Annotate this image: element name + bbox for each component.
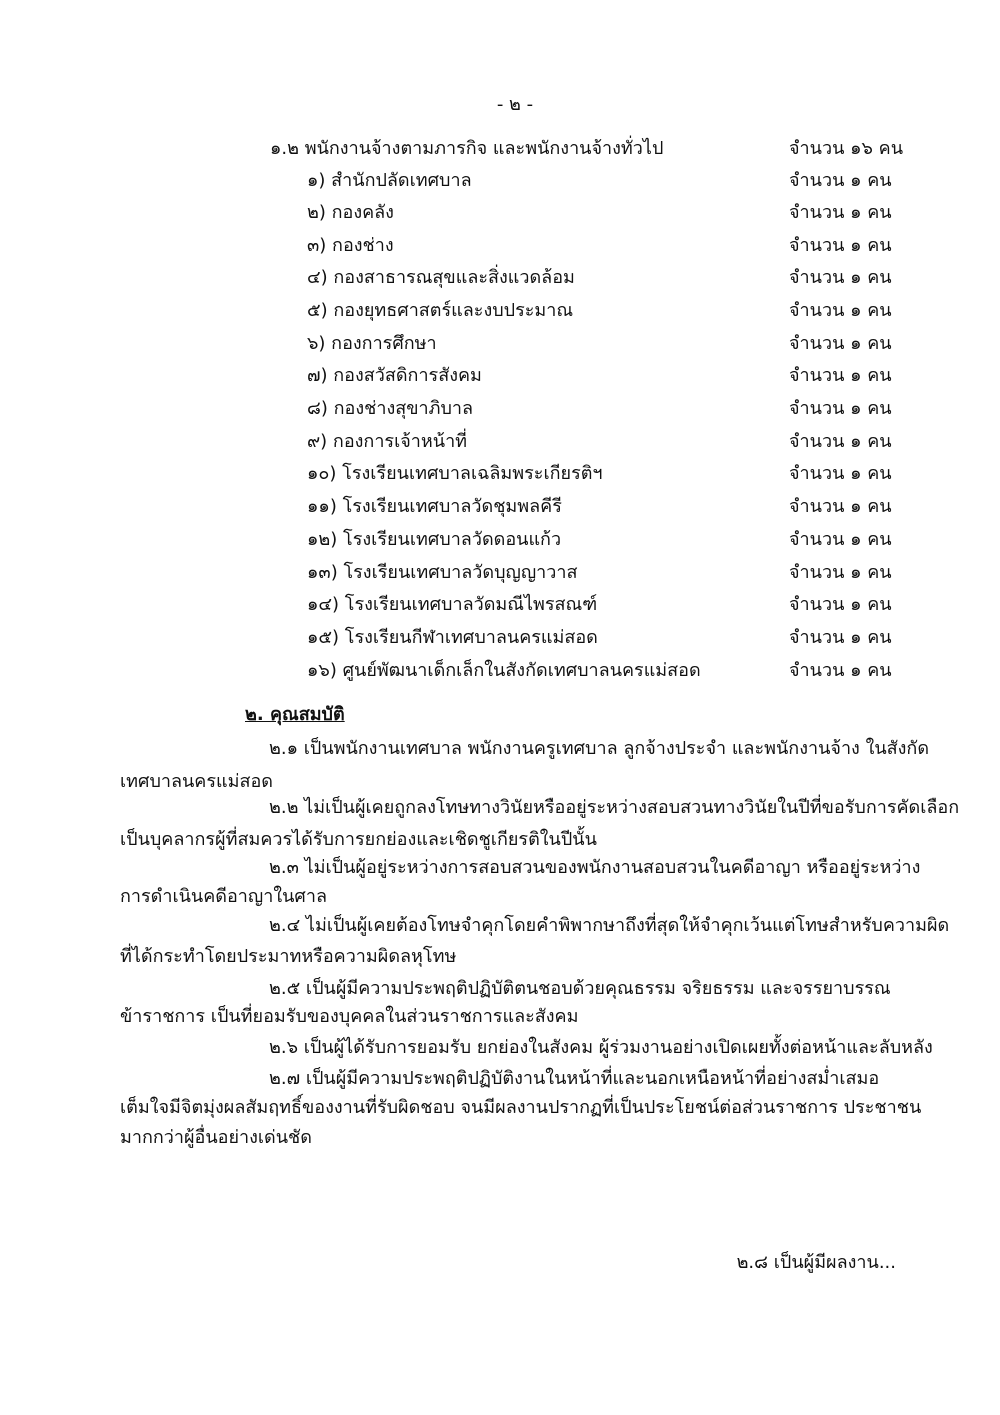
paragraph-line: เทศบาลนครแม่สอด: [120, 771, 273, 792]
list-item-label: ๗) กองสวัสดิการสังคม: [307, 365, 482, 386]
list-item-count: จำนวน ๑ คน: [789, 627, 892, 648]
paragraph-line: ๒.๒ ไม่เป็นผู้เคยถูกลงโทษทางวินัยหรืออยู่ระหว่างสอบสวนทางวินัยในปีที่ขอรับการคัดเลือก: [269, 797, 960, 818]
list-item-count: จำนวน ๑ คน: [789, 398, 892, 419]
list-item-count: จำนวน ๑ คน: [789, 235, 892, 256]
list-item-count: จำนวน ๑ คน: [789, 333, 892, 354]
list-item-count: จำนวน ๑ คน: [789, 202, 892, 223]
list-item-label: ๕) กองยุทธศาสตร์และงบประมาณ: [307, 300, 574, 321]
list-item-label: ๑๖) ศูนย์พัฒนาเด็กเล็กในสังกัดเทศบาลนครแม่สอด: [307, 660, 701, 681]
list-item-label: ๑๑) โรงเรียนเทศบาลวัดชุมพลคีรี: [307, 496, 562, 517]
paragraph-line: ๒.๗ เป็นผู้มีความประพฤติปฏิบัติงานในหน้าที่และนอกเหนือหน้าที่อย่างสม่ำเสมอ: [269, 1068, 880, 1089]
list-item-count: จำนวน ๑ คน: [789, 267, 892, 288]
list-item-count: จำนวน ๑ คน: [789, 562, 892, 583]
list-item-count: จำนวน ๑ คน: [789, 529, 892, 550]
list-item-label: ๖) กองการศึกษา: [307, 333, 437, 354]
list-item-count: จำนวน ๑ คน: [789, 300, 892, 321]
list-heading: ๑.๒ พนักงานจ้างตามภารกิจ และพนักงานจ้างทั่วไป: [270, 138, 664, 159]
paragraph-line: ๒.๕ เป็นผู้มีความประพฤติปฏิบัติตนชอบด้วยคุณธรรม จริยธรรม และจรรยาบรรณ: [269, 978, 891, 999]
list-item-label: ๘) กองช่างสุขาภิบาล: [307, 398, 474, 419]
list-item-count: จำนวน ๑ คน: [789, 496, 892, 517]
paragraph-line: ข้าราชการ เป็นที่ยอมรับของบุคคลในส่วนราชการและสังคม: [120, 1006, 579, 1027]
paragraph-line: เป็นบุคลากรผู้ที่สมควรได้รับการยกย่องและเชิดชูเกียรติในปีนั้น: [120, 829, 597, 850]
list-item-label: ๒) กองคลัง: [307, 202, 394, 223]
list-item-label: ๙) กองการเจ้าหน้าที่: [307, 431, 468, 452]
list-item-count: จำนวน ๑ คน: [789, 365, 892, 386]
paragraph-line: ๒.๔ ไม่เป็นผู้เคยต้องโทษจำคุกโดยคำพิพากษาถึงที่สุดให้จำคุกเว้นแต่โทษสำหรับความผิด: [269, 915, 950, 936]
list-item-label: ๓) กองช่าง: [307, 235, 394, 256]
list-heading-count: จำนวน ๑๖ คน: [789, 138, 904, 159]
list-item-label: ๑๐) โรงเรียนเทศบาลเฉลิมพระเกียรติฯ: [307, 463, 603, 484]
paragraph-line: ๒.๓ ไม่เป็นผู้อยู่ระหว่างการสอบสวนของพนักงานสอบสวนในคดีอาญา หรืออยู่ระหว่าง: [269, 857, 921, 878]
list-item-label: ๑๓) โรงเรียนเทศบาลวัดบุญญาวาส: [307, 562, 578, 583]
list-item-label: ๑) สำนักปลัดเทศบาล: [307, 170, 472, 191]
page-number: - ๒ -: [496, 94, 534, 115]
list-item-count: จำนวน ๑ คน: [789, 594, 892, 615]
list-item-count: จำนวน ๑ คน: [789, 170, 892, 191]
paragraph-line: เต็มใจมีจิตมุ่งผลสัมฤทธิ์ของงานที่รับผิดชอบ จนมีผลงานปรากฏที่เป็นประโยชน์ต่อส่วนราชการ ประชาชน: [120, 1097, 922, 1118]
paragraph-line: ที่ได้กระทำโดยประมาทหรือความผิดลหุโทษ: [120, 946, 457, 967]
section-title: ๒. คุณสมบัติ: [245, 704, 345, 725]
list-item-count: จำนวน ๑ คน: [789, 431, 892, 452]
paragraph-line: ๒.๖ เป็นผู้ได้รับการยอมรับ ยกย่องในสังคม ผู้ร่วมงานอย่างเปิดเผยทั้งต่อหน้าและลับหลัง: [269, 1037, 933, 1058]
list-item-label: ๔) กองสาธารณสุขและสิ่งแวดล้อม: [307, 267, 575, 288]
continuation-note: ๒.๘ เป็นผู้มีผลงาน...: [736, 1252, 896, 1273]
paragraph-line: ๒.๑ เป็นพนักงานเทศบาล พนักงานครูเทศบาล ลูกจ้างประจำ และพนักงานจ้าง ในสังกัด: [269, 738, 930, 759]
list-item-count: จำนวน ๑ คน: [789, 463, 892, 484]
list-item-label: ๑๕) โรงเรียนกีฬาเทศบาลนครแม่สอด: [307, 627, 598, 648]
paragraph-line: มากกว่าผู้อื่นอย่างเด่นชัด: [120, 1127, 312, 1148]
list-item-count: จำนวน ๑ คน: [789, 660, 892, 681]
list-item-label: ๑๒) โรงเรียนเทศบาลวัดดอนแก้ว: [307, 529, 562, 550]
paragraph-line: การดำเนินคดีอาญาในศาล: [120, 886, 327, 907]
list-item-label: ๑๔) โรงเรียนเทศบาลวัดมณีไพรสณฑ์: [307, 594, 598, 615]
